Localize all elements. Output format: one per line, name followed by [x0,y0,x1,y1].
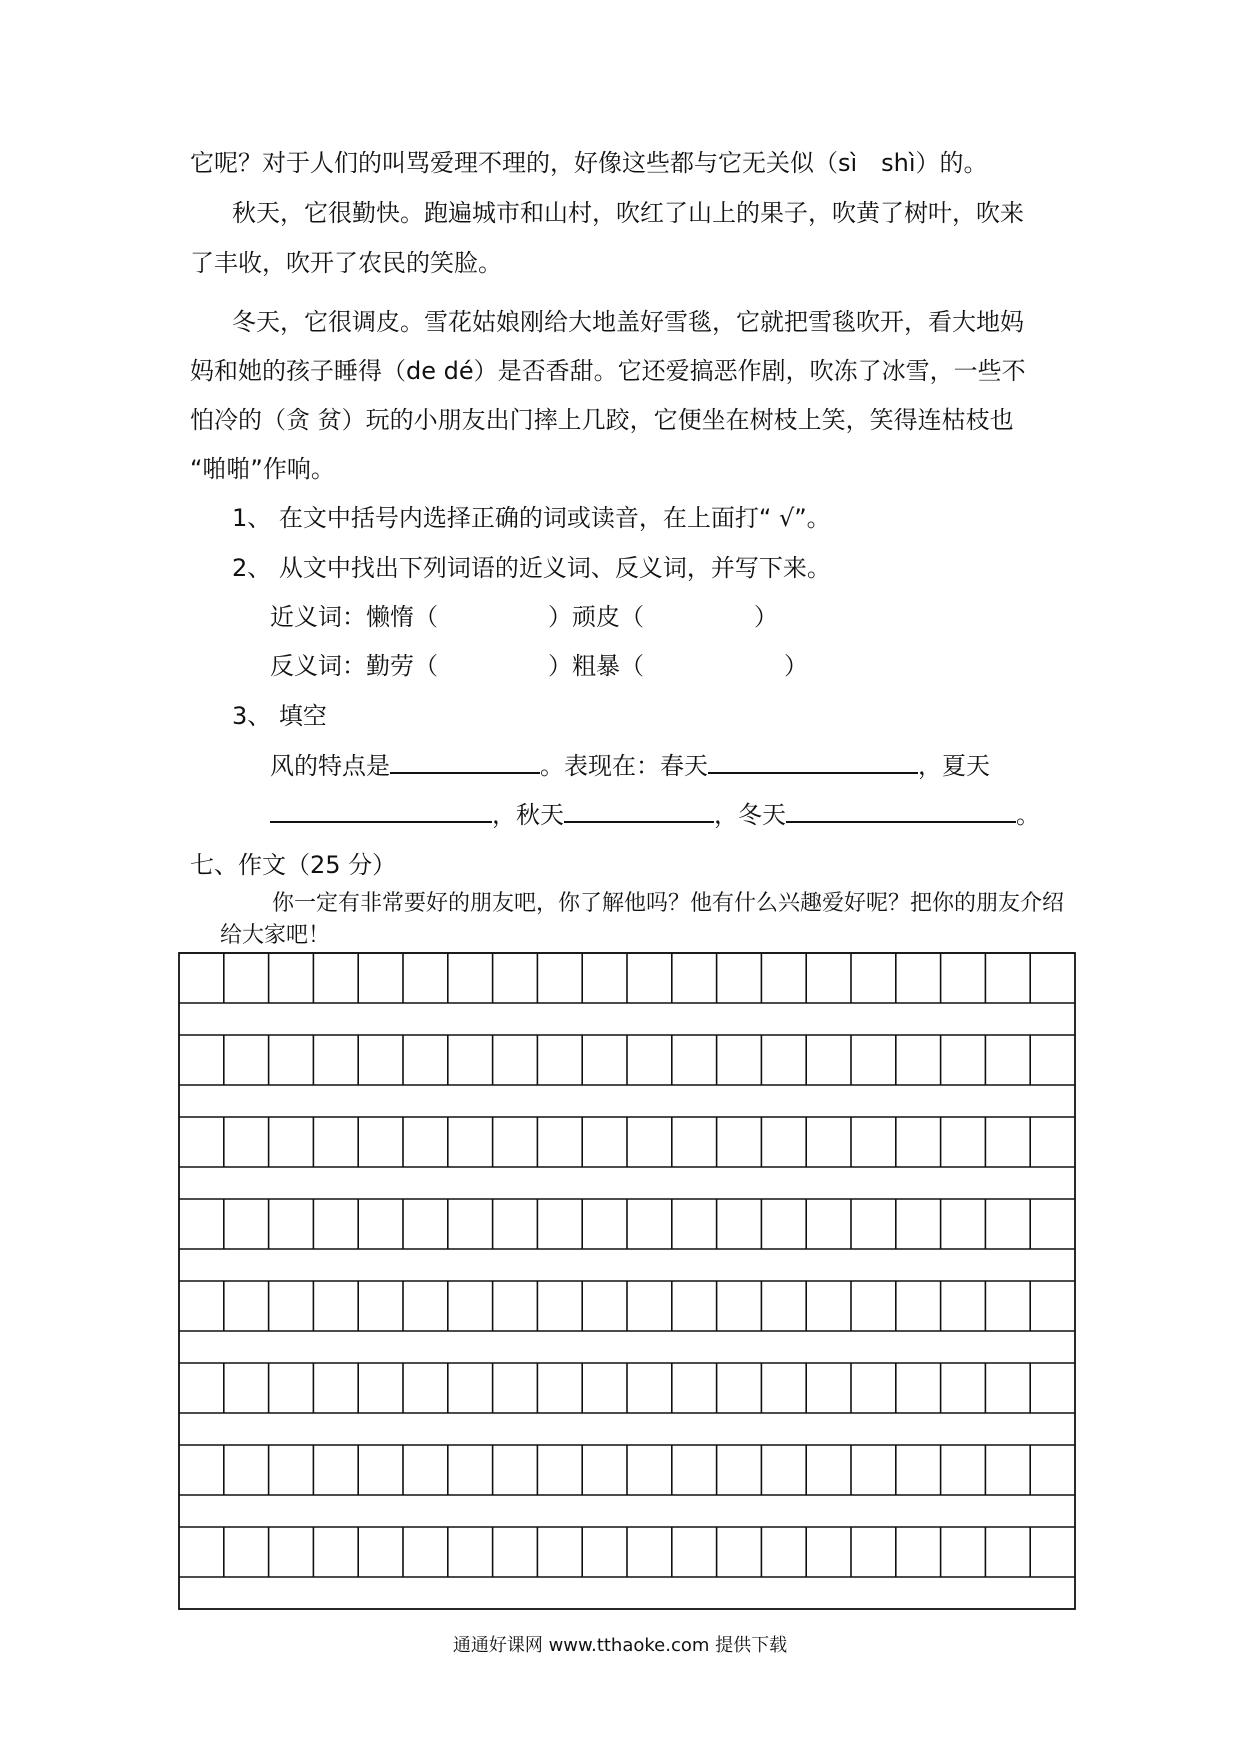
passage-line: 秋天，它很勤快。跑遍城市和山村，吹红了山上的果子，吹黄了树叶，吹来 [232,199,1024,227]
passage-line: 冬天，它很调皮。雪花姑娘刚给大地盖好雪毯，它就把雪毯吹开，看大地妈 [232,308,1024,336]
antonyms-label: 反义词： [270,652,366,680]
question-1: 1、 在文中括号内选择正确的词或读音，在上面打“ √”。 [232,504,831,532]
essay-prompt: 你一定有非常要好的朋友吧，你了解他吗？他有什么兴趣爱好呢？把你的朋友介绍 [272,891,1065,916]
bracket-close: ） [548,603,572,631]
fill-text: ，夏天 [918,752,990,780]
fill-row-2 [270,799,1040,830]
bracket-close: ） [784,652,808,680]
passage-line: 了丰收，吹开了农民的笑脸。 [190,249,502,277]
essay-heading: 七、作文（25 分） [190,851,397,879]
essay-prompt: 给大家吧！ [220,923,331,948]
fill-blank[interactable] [786,799,1016,823]
fill-blank[interactable] [708,750,918,774]
bracket-close: ） [548,652,572,680]
fill-blank[interactable] [390,750,540,774]
passage-line: 怕冷的（贪 贫）玩的小朋友出门摔上几跤，它便坐在树枝上笑，笑得连枯枝也 [190,406,1014,434]
passage-line: “啪啪”作响。 [190,455,335,483]
fill-text: ，冬天 [714,801,786,829]
antonym-word: 粗暴（ [572,652,644,680]
synonyms-row [270,602,778,632]
question-3: 3、 填空 [232,702,327,730]
synonyms-label: 近义词： [270,603,366,631]
question-2: 2、 从文中找出下列词语的近义词、反义词，并写下来。 [232,554,831,582]
fill-text: ，秋天 [492,801,564,829]
fill-text: 风的特点是 [270,752,390,780]
page-footer: 通通好课网 www.tthaoke.com 提供下载 [452,1635,788,1656]
bracket-close: ） [754,603,778,631]
essay-writing-grid[interactable] [178,952,1076,1612]
fill-text: 。表现在：春天 [540,752,708,780]
fill-blank[interactable] [270,799,492,823]
antonyms-row [270,651,808,681]
fill-text: 。 [1016,801,1040,829]
passage-line: 妈和她的孩子睡得（de dé）是否香甜。它还爱搞恶作剧，吹冻了冰雪，一些不 [190,357,1026,385]
passage-line: 它呢？对于人们的叫骂爱理不理的，好像这些都与它无关似（sì shì）的。 [190,149,988,177]
antonym-word: 勤劳（ [366,652,438,680]
fill-row-1 [270,750,990,781]
synonym-word: 顽皮（ [572,603,644,631]
fill-blank[interactable] [564,799,714,823]
synonym-word: 懒惰（ [366,603,438,631]
